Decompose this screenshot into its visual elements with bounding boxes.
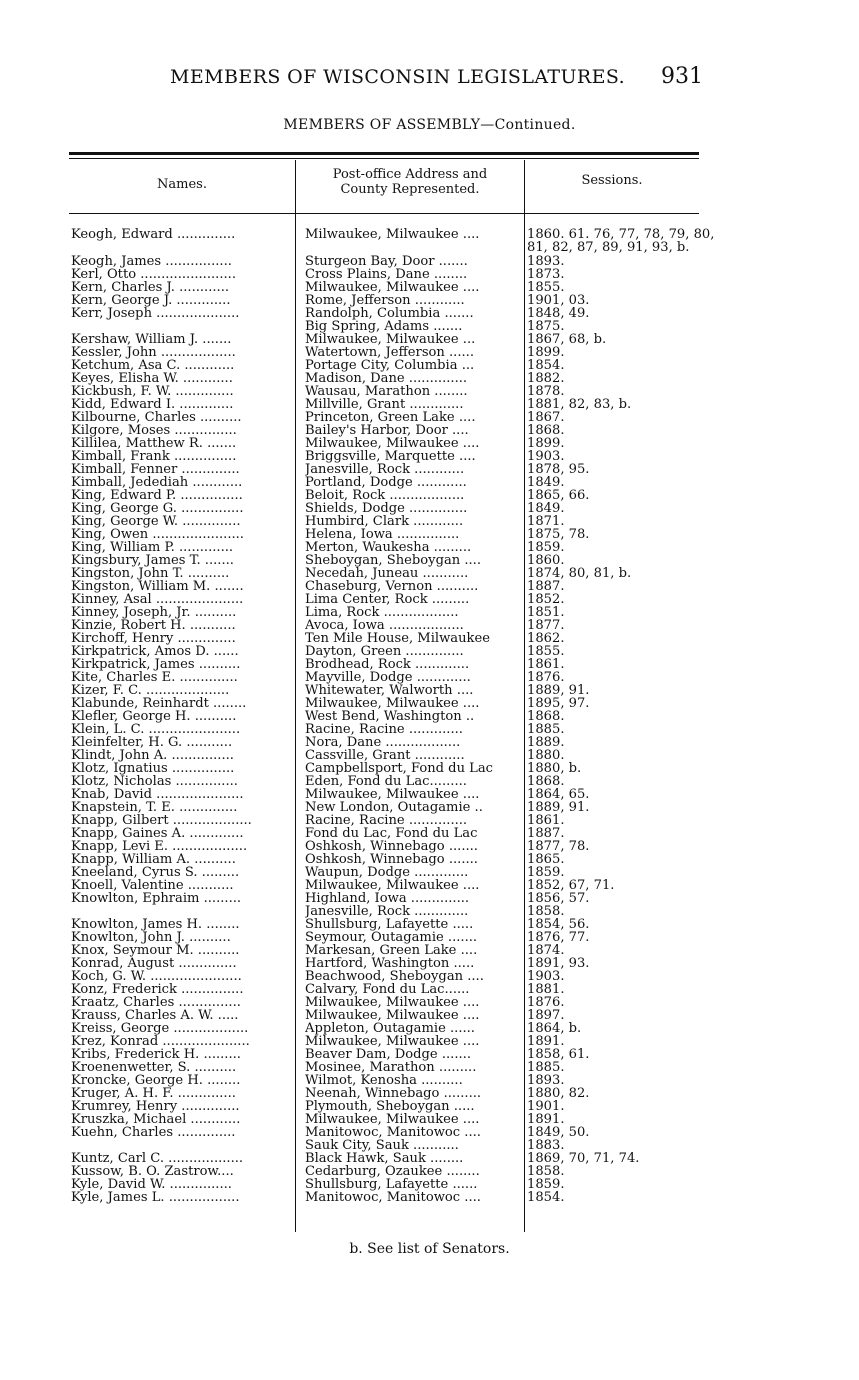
member-address: Cross Plains, Dane ........	[305, 268, 468, 282]
member-name: Keogh, Edward ..............	[71, 228, 236, 242]
member-sessions: 1868.	[527, 709, 565, 724]
member-address: Hartford, Washington .....	[305, 957, 475, 971]
member-address: Cassville, Grant ............	[305, 749, 465, 763]
member-address: Watertown, Jefferson ......	[305, 346, 474, 360]
member-name: Kleinfelter, H. G. ...........	[71, 736, 233, 750]
member-address: Milwaukee, Milwaukee ....	[305, 228, 480, 242]
column-header-address-line2: County Represented.	[340, 182, 480, 197]
member-sessions: 1851.	[527, 605, 565, 620]
member-name: Klindt, John A. ...............	[71, 749, 234, 763]
member-name: Kickbush, F. W. ..............	[71, 385, 234, 399]
member-sessions: 1858.	[527, 904, 565, 919]
member-sessions: 1875.	[527, 319, 565, 334]
member-name: Knapp, Levi E. ..................	[71, 840, 248, 854]
member-address: Madison, Dane ..............	[305, 372, 468, 386]
page-number: 931	[661, 64, 703, 89]
member-sessions: 1899.	[527, 436, 565, 451]
member-name: Killilea, Matthew R. .......	[71, 437, 237, 451]
member-sessions: 1889, 91.	[527, 683, 590, 698]
member-sessions: 1881.	[527, 982, 565, 997]
member-sessions: 1901.	[527, 1099, 565, 1114]
member-name: Klotz, Ignatius ...............	[71, 762, 235, 776]
member-sessions: 1848, 49.	[527, 306, 590, 321]
member-name: King, George W. ..............	[71, 515, 241, 529]
member-sessions: 1876.	[527, 670, 565, 685]
member-name: Kroncke, George H. ........	[71, 1074, 241, 1088]
member-address: Briggsville, Marquette ....	[305, 450, 476, 464]
member-address: Sheboygan, Sheboygan ....	[305, 554, 482, 568]
member-name: Knowlton, Ephraim .........	[71, 892, 242, 906]
member-sessions: 1882.	[527, 371, 565, 386]
member-address: Milwaukee, Milwaukee ....	[305, 788, 480, 802]
member-sessions: 1858.	[527, 1164, 565, 1179]
member-sessions: 1864, 65.	[527, 787, 590, 802]
member-name: Kern, George J. .............	[71, 294, 231, 308]
member-sessions: 1901, 03.	[527, 293, 590, 308]
member-address: Humbird, Clark ............	[305, 515, 464, 529]
member-address: Portland, Dodge ............	[305, 476, 467, 490]
member-name: Kerl, Otto .......................	[71, 268, 236, 282]
member-sessions: 1895, 97.	[527, 696, 590, 711]
member-sessions: 1876.	[527, 995, 565, 1010]
member-address: Milwaukee, Milwaukee ....	[305, 1113, 480, 1127]
column-header-names: Names.	[157, 177, 207, 192]
member-name: Kinzie, Robert H. ...........	[71, 619, 236, 633]
member-address: Appleton, Outagamie ......	[305, 1022, 475, 1036]
member-name: Konrad, August ..............	[71, 957, 237, 971]
member-name: Keyes, Elisha W. ............	[71, 372, 233, 386]
member-sessions: 1874.	[527, 943, 565, 958]
member-name: Koch, G. W. ......................	[71, 970, 242, 984]
member-address: Shullsburg, Lafayette .....	[305, 918, 474, 932]
member-name: Kyle, David W. ...............	[71, 1178, 232, 1192]
member-address: Bailey's Harbor, Door ....	[305, 424, 469, 438]
member-address: Lima Center, Rock .........	[305, 593, 470, 607]
member-name: Knapstein, T. E. ..............	[71, 801, 238, 815]
member-sessions: 1889.	[527, 735, 565, 750]
member-name: Knapp, William A. ..........	[71, 853, 236, 867]
member-address: Princeton, Green Lake ....	[305, 411, 476, 425]
member-sessions: 1891.	[527, 1034, 565, 1049]
member-name: Kingston, John T. ..........	[71, 567, 230, 581]
member-address: Dayton, Green ..............	[305, 645, 464, 659]
member-sessions: 1867.	[527, 410, 565, 425]
member-name: Kuntz, Carl C. ..................	[71, 1152, 244, 1166]
member-sessions: 1893.	[527, 254, 565, 269]
member-address: Calvary, Fond du Lac......	[305, 983, 470, 997]
member-sessions: 1880.	[527, 748, 565, 763]
member-name: Kessler, John ..................	[71, 346, 236, 360]
member-sessions: 1867, 68, b.	[527, 332, 607, 347]
member-address: Milwaukee, Milwaukee ....	[305, 281, 480, 295]
member-address: Plymouth, Sheboygan .....	[305, 1100, 475, 1114]
member-sessions: 81, 82, 87, 89, 91, 93, b.	[527, 240, 690, 255]
member-address: West Bend, Washington ..	[305, 710, 475, 724]
member-address: Lima, Rock ..................	[305, 606, 459, 620]
member-sessions: 1893.	[527, 1073, 565, 1088]
member-address: Randolph, Columbia .......	[305, 307, 474, 321]
member-name: Kinney, Asal .....................	[71, 593, 244, 607]
member-address: Fond du Lac, Fond du Lac	[305, 827, 478, 841]
member-sessions: 1849.	[527, 475, 565, 490]
member-name: Knapp, Gaines A. .............	[71, 827, 244, 841]
member-sessions: 1891, 93.	[527, 956, 590, 971]
member-address: Chaseburg, Vernon ..........	[305, 580, 479, 594]
member-address: Nora, Dane ..................	[305, 736, 461, 750]
member-sessions: 1876, 77.	[527, 930, 590, 945]
member-address: Sturgeon Bay, Door .......	[305, 255, 468, 269]
member-sessions: 1854.	[527, 1190, 565, 1205]
member-sessions: 1887.	[527, 579, 565, 594]
member-name: Klotz, Nicholas ...............	[71, 775, 238, 789]
member-address: Milwaukee, Milwaukee ....	[305, 437, 480, 451]
member-address: Sauk City, Sauk ...........	[305, 1139, 459, 1153]
member-name: Knab, David .....................	[71, 788, 244, 802]
member-address: Big Spring, Adams .......	[305, 320, 463, 334]
member-address: Beaver Dam, Dodge .......	[305, 1048, 471, 1062]
member-name: King, Owen ......................	[71, 528, 244, 542]
member-name: Krumrey, Henry ..............	[71, 1100, 240, 1114]
member-sessions: 1887.	[527, 826, 565, 841]
member-address: Black Hawk, Sauk ........	[305, 1152, 464, 1166]
member-name: Kershaw, William J. .......	[71, 333, 232, 347]
member-name: Kilgore, Moses ...............	[71, 424, 237, 438]
member-address: Cedarburg, Ozaukee ........	[305, 1165, 480, 1179]
member-sessions: 1858, 61.	[527, 1047, 590, 1062]
member-name: Keogh, James ................	[71, 255, 232, 269]
member-address: Helena, Iowa ...............	[305, 528, 460, 542]
member-sessions: 1881, 82, 83, b.	[527, 397, 632, 412]
section-title: MEMBERS OF ASSEMBLY—Continued.	[283, 117, 576, 133]
member-sessions: 1865, 66.	[527, 488, 590, 503]
member-sessions: 1891.	[527, 1112, 565, 1127]
member-sessions: 1869, 70, 71, 74.	[527, 1151, 640, 1166]
member-address: Avoca, Iowa ..................	[305, 619, 464, 633]
member-address: Milwaukee, Milwaukee ...	[305, 333, 476, 347]
member-sessions: 1855.	[527, 644, 565, 659]
member-sessions: 1864, b.	[527, 1021, 582, 1036]
member-sessions: 1861.	[527, 813, 565, 828]
member-sessions: 1861.	[527, 657, 565, 672]
member-address: Portage City, Columbia ...	[305, 359, 475, 373]
member-sessions: 1852.	[527, 592, 565, 607]
member-address: Merton, Waukesha .........	[305, 541, 472, 555]
member-name: Kite, Charles E. ..............	[71, 671, 238, 685]
member-name: Kruger, A. H. F. ..............	[71, 1087, 236, 1101]
member-name: Kern, Charles J. ............	[71, 281, 230, 295]
member-address: New London, Outagamie ..	[305, 801, 483, 815]
member-name: Kroenenwetter, S. ..........	[71, 1061, 237, 1075]
member-address: Janesville, Rock ............	[305, 463, 465, 477]
member-name: Knoell, Valentine ...........	[71, 879, 234, 893]
member-name: Kruszka, Michael ............	[71, 1113, 241, 1127]
member-sessions: 1856, 57.	[527, 891, 590, 906]
member-address: Oshkosh, Winnebago .......	[305, 840, 478, 854]
member-address: Brodhead, Rock .............	[305, 658, 470, 672]
member-sessions: 1868.	[527, 774, 565, 789]
member-address: Mayville, Dodge .............	[305, 671, 471, 685]
member-name: Kraatz, Charles ...............	[71, 996, 241, 1010]
member-name: Knowlton, John J. ..........	[71, 931, 231, 945]
member-address: Shields, Dodge ..............	[305, 502, 468, 516]
member-sessions: 1849, 50.	[527, 1125, 590, 1140]
member-name: Kimball, Fenner ..............	[71, 463, 240, 477]
member-sessions: 1875, 78.	[527, 527, 590, 542]
member-sessions: 1883.	[527, 1138, 565, 1153]
member-name: Kuehn, Charles ..............	[71, 1126, 236, 1140]
member-sessions: 1860.	[527, 553, 565, 568]
member-address: Shullsburg, Lafayette ......	[305, 1178, 478, 1192]
column-header-address-line1: Post-office Address and	[332, 167, 488, 182]
member-name: Knox, Seymour M. ..........	[71, 944, 240, 958]
member-address: Whitewater, Walworth ....	[305, 684, 474, 698]
member-sessions: 1877, 78.	[527, 839, 590, 854]
member-address: Wilmot, Kenosha ..........	[305, 1074, 463, 1088]
member-sessions: 1854, 56.	[527, 917, 590, 932]
column-header-sessions: Sessions.	[581, 173, 643, 188]
member-sessions: 1871.	[527, 514, 565, 529]
member-name: Kimball, Jedediah ............	[71, 476, 243, 490]
member-name: Kyle, James L. .................	[71, 1191, 240, 1205]
member-name: Kingston, William M. .......	[71, 580, 244, 594]
member-name: Kneeland, Cyrus S. .........	[71, 866, 240, 880]
member-sessions: 1899.	[527, 345, 565, 360]
member-sessions: 1880, 82.	[527, 1086, 590, 1101]
member-address: Rome, Jefferson ............	[305, 294, 465, 308]
member-address: Millville, Grant .............	[305, 398, 464, 412]
member-address: Seymour, Outagamie .......	[305, 931, 478, 945]
member-sessions: 1903.	[527, 969, 565, 984]
member-name: Krez, Konrad .....................	[71, 1035, 250, 1049]
member-address: Ten Mile House, Milwaukee	[305, 632, 490, 646]
footnote: b. See list of Senators.	[349, 1241, 510, 1257]
member-name: Klabunde, Reinhardt ........	[71, 697, 247, 711]
member-name: Kirkpatrick, James ..........	[71, 658, 241, 672]
member-sessions: 1862.	[527, 631, 565, 646]
member-name: Kizer, F. C. ....................	[71, 684, 230, 698]
member-name: King, Edward P. ...............	[71, 489, 243, 503]
member-name: Kilbourne, Charles ..........	[71, 411, 242, 425]
member-sessions: 1855.	[527, 280, 565, 295]
member-address: Milwaukee, Milwaukee ....	[305, 879, 480, 893]
member-address: Markesan, Green Lake ....	[305, 944, 478, 958]
member-address: Janesville, Rock .............	[305, 905, 469, 919]
member-sessions: 1854.	[527, 358, 565, 373]
member-name: Kussow, B. O. Zastrow....	[71, 1165, 234, 1179]
member-name: Kimball, Frank ...............	[71, 450, 237, 464]
member-name: Kribs, Frederick H. .........	[71, 1048, 241, 1062]
running-title: MEMBERS OF WISCONSIN LEGISLATURES.	[170, 66, 626, 88]
member-sessions: 1849.	[527, 501, 565, 516]
member-address: Milwaukee, Milwaukee ....	[305, 697, 480, 711]
member-sessions: 1852, 67, 71.	[527, 878, 615, 893]
member-name: Knapp, Gilbert ...................	[71, 814, 252, 828]
member-name: Kerr, Joseph ....................	[71, 307, 240, 321]
member-address: Eden, Fond du Lac.........	[305, 775, 467, 789]
member-sessions: 1897.	[527, 1008, 565, 1023]
member-sessions: 1885.	[527, 722, 565, 737]
member-sessions: 1860. 61. 76, 77, 78, 79, 80,	[527, 227, 715, 242]
member-name: King, George G. ...............	[71, 502, 244, 516]
member-name: Knowlton, James H. ........	[71, 918, 240, 932]
member-address: Racine, Racine .............	[305, 723, 463, 737]
member-address: Beloit, Rock ..................	[305, 489, 465, 503]
member-sessions: 1859.	[527, 540, 565, 555]
member-sessions: 1859.	[527, 865, 565, 880]
member-address: Milwaukee, Milwaukee ....	[305, 1035, 480, 1049]
member-address: Campbellsport, Fond du Lac	[305, 762, 493, 776]
member-address: Mosinee, Marathon .........	[305, 1061, 477, 1075]
member-name: Krauss, Charles A. W. .....	[71, 1009, 239, 1023]
member-address: Highland, Iowa ..............	[305, 892, 470, 906]
member-name: Konz, Frederick ...............	[71, 983, 244, 997]
member-name: Kirkpatrick, Amos D. ......	[71, 645, 239, 659]
member-name: Ketchum, Asa C. ............	[71, 359, 235, 373]
member-sessions: 1874, 80, 81, b.	[527, 566, 632, 581]
member-address: Manitowoc, Manitowoc ....	[305, 1191, 481, 1205]
member-address: Racine, Racine ..............	[305, 814, 468, 828]
member-sessions: 1859.	[527, 1177, 565, 1192]
member-address: Milwaukee, Milwaukee ....	[305, 1009, 480, 1023]
member-address: Waupun, Dodge .............	[305, 866, 469, 880]
member-address: Neenah, Winnebago .........	[305, 1087, 482, 1101]
member-name: Kinney, Joseph, Jr. ..........	[71, 606, 237, 620]
member-sessions: 1873.	[527, 267, 565, 282]
member-address: Oshkosh, Winnebago .......	[305, 853, 478, 867]
member-name: King, William P. .............	[71, 541, 234, 555]
member-sessions: 1877.	[527, 618, 565, 633]
member-sessions: 1878, 95.	[527, 462, 590, 477]
member-sessions: 1865.	[527, 852, 565, 867]
member-address: Necedah, Juneau ...........	[305, 567, 469, 581]
member-name: Kidd, Edward I. .............	[71, 398, 234, 412]
member-name: Klein, L. C. ......................	[71, 723, 241, 737]
member-address: Wausau, Marathon ........	[305, 385, 468, 399]
member-name: Kingsbury, James T. .......	[71, 554, 234, 568]
member-address: Manitowoc, Manitowoc ....	[305, 1126, 481, 1140]
member-name: Kreiss, George ..................	[71, 1022, 249, 1036]
member-address: Beachwood, Sheboygan ....	[305, 970, 484, 984]
member-sessions: 1880, b.	[527, 761, 582, 776]
member-sessions: 1903.	[527, 449, 565, 464]
member-sessions: 1889, 91.	[527, 800, 590, 815]
member-sessions: 1878.	[527, 384, 565, 399]
member-name: Klefler, George H. ..........	[71, 710, 237, 724]
member-sessions: 1868.	[527, 423, 565, 438]
member-name: Kirchoff, Henry ..............	[71, 632, 236, 646]
member-sessions: 1885.	[527, 1060, 565, 1075]
member-address: Milwaukee, Milwaukee ....	[305, 996, 480, 1010]
